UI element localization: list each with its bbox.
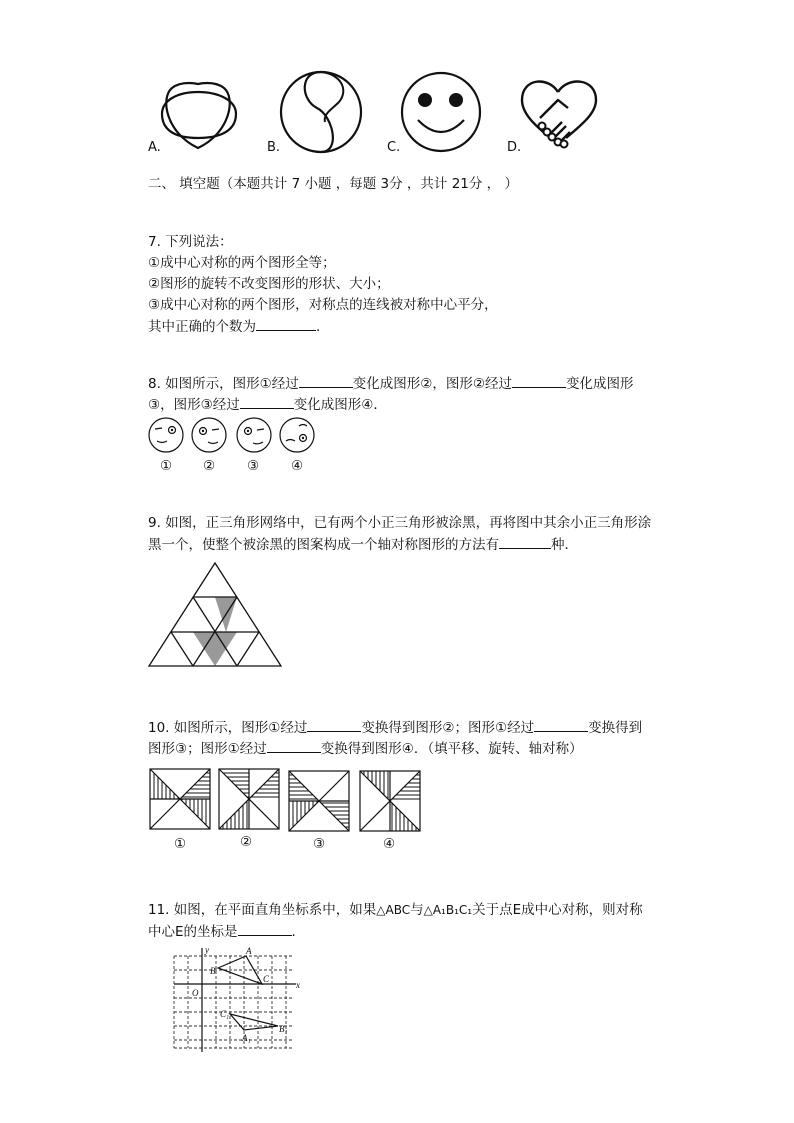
q8-blank-3[interactable] — [240, 394, 294, 409]
q8-text-2b: 变化成图形④． — [293, 397, 387, 413]
q9-line-2 — [148, 534, 578, 556]
q7-stem: 7. 下列说法： — [148, 234, 233, 250]
coordinate-grid-figure — [168, 944, 302, 1056]
q8-blank-2[interactable] — [512, 373, 566, 388]
graph-label-origin: O — [192, 988, 199, 998]
q10-text-1b: 变换得到图形②；图形①经过 — [361, 720, 535, 736]
q8-text-2a: ③，图形③经过 — [148, 397, 240, 413]
q7-answer-blank[interactable] — [256, 316, 316, 331]
face-2-icon — [191, 417, 227, 453]
option-a-label: A. — [148, 140, 161, 155]
face-label-1: ① — [160, 458, 173, 474]
option-b-label: B. — [267, 140, 281, 155]
square-label-3: ③ — [313, 836, 326, 852]
face-label-3: ③ — [247, 458, 260, 474]
graph-label-c: C — [263, 974, 270, 984]
square-figure-3 — [288, 770, 350, 832]
square-figure-4 — [359, 770, 421, 832]
face-label-4: ④ — [291, 458, 304, 474]
q10-blank-1[interactable] — [307, 717, 361, 732]
q11-text-1b: 关于点E成中心对称，则对称 — [472, 902, 643, 918]
q10-blank-3[interactable] — [267, 738, 321, 753]
triangle-grid-shading — [148, 562, 282, 668]
q7-statement-3: ③成中心对称的两个图形，对称点的连线被对称中心平分， — [148, 297, 498, 313]
trefoil-knot-figure — [158, 78, 238, 150]
face-label-2: ② — [203, 458, 216, 474]
graph-label-y: y — [205, 945, 209, 955]
q11-text-2a: 中心E的坐标是 — [148, 924, 238, 940]
heart-hands-figure — [518, 74, 600, 152]
q7-end-text: . — [316, 319, 321, 335]
square-figure-1 — [149, 768, 211, 830]
q11-triangle-a1b1c1: △A₁B₁C₁ — [423, 903, 473, 917]
q11-answer-blank[interactable] — [238, 921, 292, 936]
graph-label-a1: A₁ — [242, 1033, 251, 1043]
q10-text-1a: 10. 如图所示，图形①经过 — [148, 720, 308, 736]
graph-label-c1: C₁ — [220, 1009, 230, 1019]
q8-text-1c: 变化成图形 — [566, 376, 634, 392]
q10-line-1 — [148, 717, 642, 739]
q9-line-1: 9. 如图，正三角形网络中，已有两个小正三角形被涂黑，再将图中其余小正三角形涂 — [148, 515, 652, 531]
q8-blank-1[interactable] — [299, 373, 353, 388]
q8-text-1b: 变化成图形②，图形②经过 — [352, 376, 512, 392]
q11-text-1a: 11. 如图，在平面直角坐标系中，如果 — [148, 902, 377, 918]
q11-line-1 — [148, 900, 643, 921]
q9-text-2b: 种． — [551, 537, 578, 553]
q10-text-2b: 变换得到图形④．（填平移、旋转、轴对称） — [320, 741, 583, 757]
q11-text-with: 与 — [410, 902, 424, 918]
q8-text-1a: 8. 如图所示，图形①经过 — [148, 376, 299, 392]
option-c-label: C. — [387, 140, 401, 155]
q8-line-2 — [148, 394, 387, 416]
graph-label-b1: B₁ — [279, 1024, 288, 1034]
q7-question — [148, 316, 320, 338]
q7-statement-1: ①成中心对称的两个图形全等； — [148, 255, 336, 271]
option-d-label: D. — [507, 140, 522, 155]
graph-label-b: B — [210, 966, 216, 976]
square-label-4: ④ — [383, 836, 396, 852]
q10-text-1c: 变换得到 — [588, 720, 643, 736]
q7-statement-2: ②图形的旋转不改变图形的形状、大小； — [148, 276, 390, 292]
q10-text-2a: 图形③；图形①经过 — [148, 741, 267, 757]
q9-text-2a: 黑一个，使整个被涂黑的图案构成一个轴对称图形的方法有 — [148, 537, 499, 553]
q11-line-2 — [148, 921, 296, 943]
q8-line-1 — [148, 373, 634, 395]
q11-text-2b: . — [291, 924, 296, 940]
square-label-2: ② — [240, 834, 253, 850]
q11-triangle-abc: △ABC — [376, 903, 411, 917]
smiley-face-figure — [400, 70, 482, 154]
face-4-icon — [279, 417, 315, 453]
face-1-icon — [148, 417, 184, 453]
square-label-1: ① — [174, 836, 187, 852]
q10-line-2 — [148, 738, 583, 760]
face-3-icon — [236, 417, 272, 453]
graph-label-x: x — [296, 980, 300, 990]
square-figure-2 — [218, 768, 280, 830]
q9-answer-blank[interactable] — [499, 534, 551, 549]
q10-blank-2[interactable] — [534, 717, 588, 732]
yin-yang-circle-figure — [279, 70, 363, 154]
section-title: 二、 填空题（本题共计 7 小题 ，每题 3分 ，共计 21分 ， ） — [148, 176, 518, 192]
graph-label-a: A — [246, 946, 252, 956]
q7-ask-text: 其中正确的个数为 — [148, 319, 256, 335]
